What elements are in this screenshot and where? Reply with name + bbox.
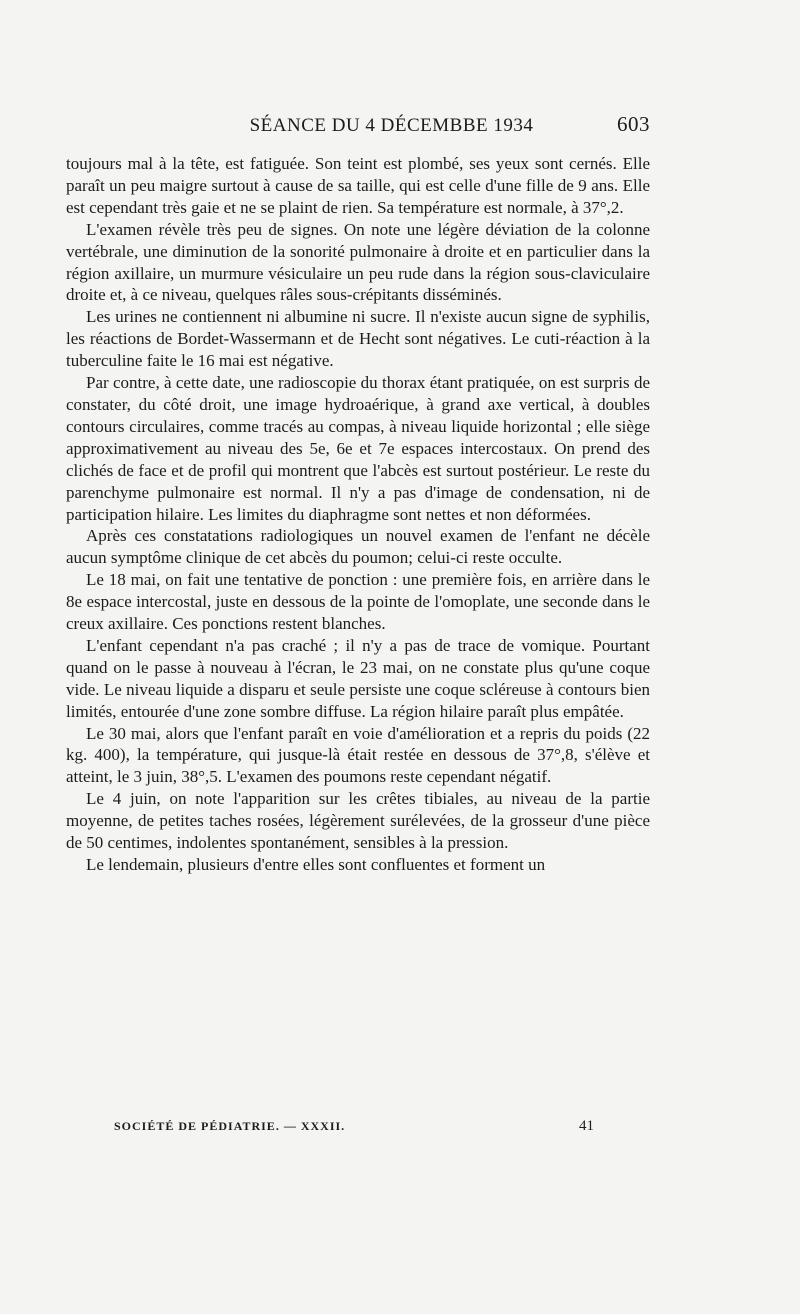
footer-journal: SOCIÉTÉ DE PÉDIATRIE. — XXXII.	[114, 1119, 346, 1133]
running-header	[66, 112, 650, 137]
paragraph: Le 18 mai, on fait une tentative de ponction : une première fois, en arrière dans le 8e espace intercostal, juste en dessous de la pointe de l'omoplate, une seconde dans le creux axillaire. Ces ponctions restent blanches.	[66, 570, 650, 634]
paragraph: Après ces constatations radiologiques un nouvel examen de l'enfant ne décèle aucun symptôme clinique de cet abcès du poumon; celui-ci reste occulte.	[66, 526, 650, 568]
page-number: 603	[617, 112, 650, 136]
paragraph: toujours mal à la tête, est fatiguée. Son teint est plombé, ses yeux sont cernés. Elle paraît un peu maigre surtout à cause de sa taille, qui est celle d'une fille de 9 ans. Elle est cependant très gaie et ne se plaint de rien. Sa température est normale, à 37°,2.	[66, 154, 650, 217]
paragraph: Le 30 mai, alors que l'enfant paraît en voie d'amélioration et a repris du poids (22 kg. 400), la température, qui jusque-là était restée en dessous de 37°,8, s'élève et atteint, le 3 juin, 38°,5. L'examen des poumons reste cependant négatif.	[66, 723, 650, 787]
paragraph: L'examen révèle très peu de signes. On note une légère déviation de la colonne vertébrale, une diminution de la sonorité pulmonaire à droite et en particulier dans la région axillaire, un murmure vésiculaire un peu rude dans la région sous-claviculaire droite et, à ce niveau, quelques râles sous-crépitants disséminés.	[66, 219, 650, 305]
paragraph: Le lendemain, plusieurs d'entre elles sont confluentes et forment un	[86, 855, 546, 874]
paragraph: Les urines ne contiennent ni albumine ni sucre. Il n'existe aucun signe de syphilis, les réactions de Bordet-Wassermann et de Hecht sont négatives. Le cuti-réaction à la tuberculine faite le 16 mai est négative.	[66, 307, 650, 371]
page-footer	[114, 1118, 594, 1135]
signature-mark: 41	[579, 1118, 594, 1134]
paragraph: L'enfant cependant n'a pas craché ; il n'y a pas de trace de vomique. Pourtant quand on le passe à nouveau à l'écran, le 23 mai, on ne constate plus qu'une coque vide. Le niveau liquide a disparu et seule persiste une coque scléreuse à contours bien limités, entourée d'une zone sombre diffuse. La région hilaire paraît plus empâtée.	[66, 635, 650, 721]
body-text	[66, 153, 650, 876]
header-title: SÉANCE DU 4 DÉCEMBBE 1934	[249, 115, 534, 136]
paragraph: Par contre, à cette date, une radioscopie du thorax étant pratiquée, on est surpris de constater, du côté droit, une image hydroaérique, à grand axe vertical, à doubles contours circulaires, comme tracés au compas, à niveau liquide horizontal ; elle siège approximativement au niveau des 5e, 6e et 7e espaces intercostaux. On prend des clichés de face et de profil qui montrent que l'abcès est surtout postérieur. Le reste du parenchyme pulmonaire est normal. Il n'y a pas d'image de condensation, ni de participation hilaire. Les limites du diaphragme sont nettes et non déformées.	[66, 373, 650, 524]
paragraph: Le 4 juin, on note l'apparition sur les crêtes tibiales, au niveau de la partie moyenne, de petites taches rosées, légèrement surélevées, de la grosseur d'une pièce de 50 centimes, indolentes spontanément, sensibles à la pression.	[66, 789, 650, 853]
